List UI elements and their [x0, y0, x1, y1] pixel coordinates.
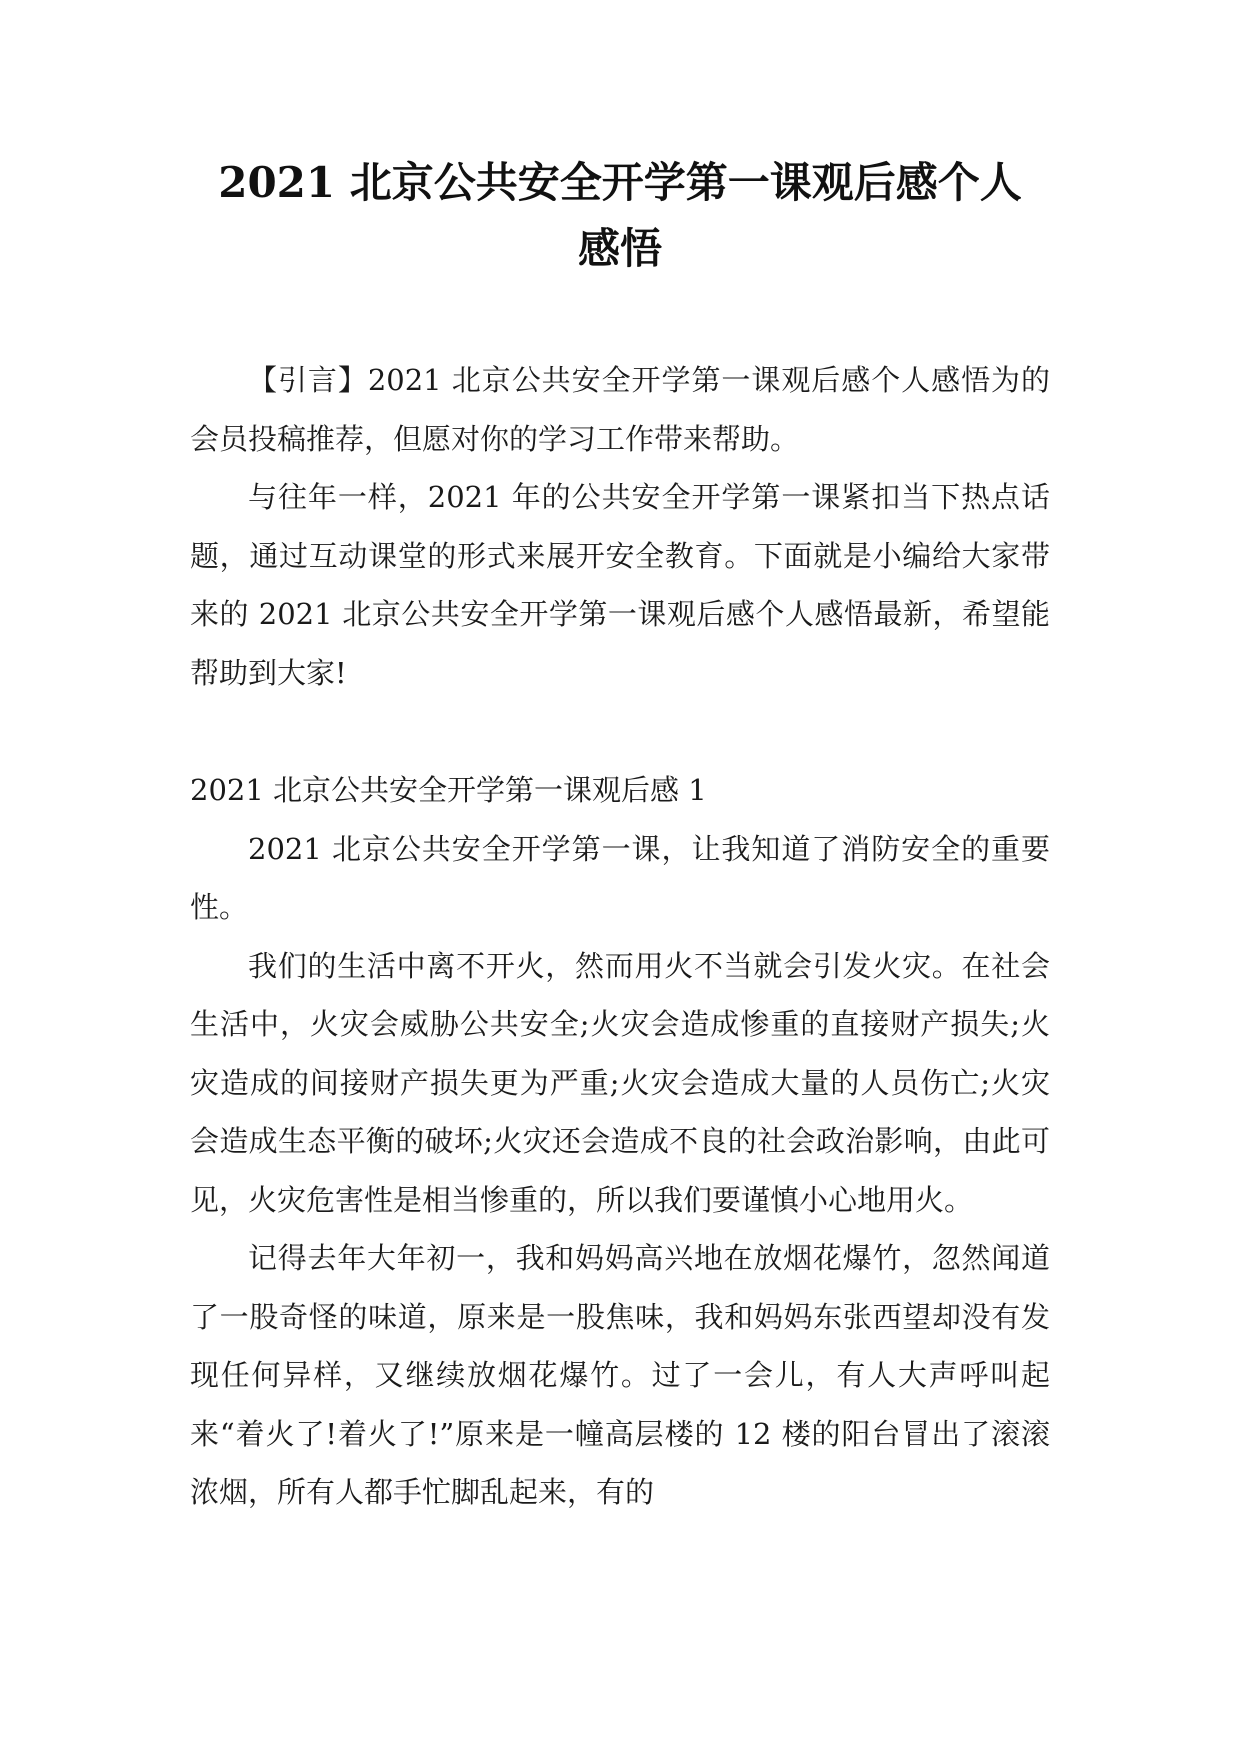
intro-block	[190, 351, 1050, 702]
intro-paragraph: 与往年一样，2021 年的公共安全开学第一课紧扣当下热点话题，通过互动课堂的形式来展开安全教育。下面就是小编给大家带来的 2021 北京公共安全开学第一课观后感个人感悟最新，希望能帮助到大家!	[190, 480, 1050, 690]
body-paragraph: 我们的生活中离不开火，然而用火不当就会引发火灾。在社会生活中，火灾会威胁公共安全;火灾会造成惨重的直接财产损失;火灾造成的间接财产损失更为严重;火灾会造成大量的人员伤亡;火灾会造成生态平衡的破坏;火灾还会造成不良的社会政治影响，由此可见，火灾危害性是相当惨重的，所以我们要谨慎小心地用火。	[190, 948, 1050, 1217]
body-paragraph: 记得去年大年初一，我和妈妈高兴地在放烟花爆竹，忽然闻道了一股奇怪的味道，原来是一股焦味，我和妈妈东张西望却没有发现任何异样，又继续放烟花爆竹。过了一会儿，有人大声呼叫起来“着火了!着火了!”原来是一幢高层楼的 12 楼的阳台冒出了滚滚浓烟，所有人都手忙脚乱起来，有的	[190, 1241, 1050, 1509]
document-title-line-1: 2021 北京公共安全开学第一课观后感个人	[218, 158, 1022, 207]
intro-paragraph: 【引言】2021 北京公共安全开学第一课观后感个人感悟为的会员投稿推荐，但愿对你的学习工作带来帮助。	[190, 363, 1050, 456]
section-heading: 2021 北京公共安全开学第一课观后感 1	[190, 773, 707, 807]
body-paragraph: 2021 北京公共安全开学第一课，让我知道了消防安全的重要性。	[190, 831, 1050, 924]
essay-section-1	[190, 761, 1050, 1522]
document-title-line-2: 感悟	[577, 224, 662, 273]
document-title	[190, 150, 1050, 282]
